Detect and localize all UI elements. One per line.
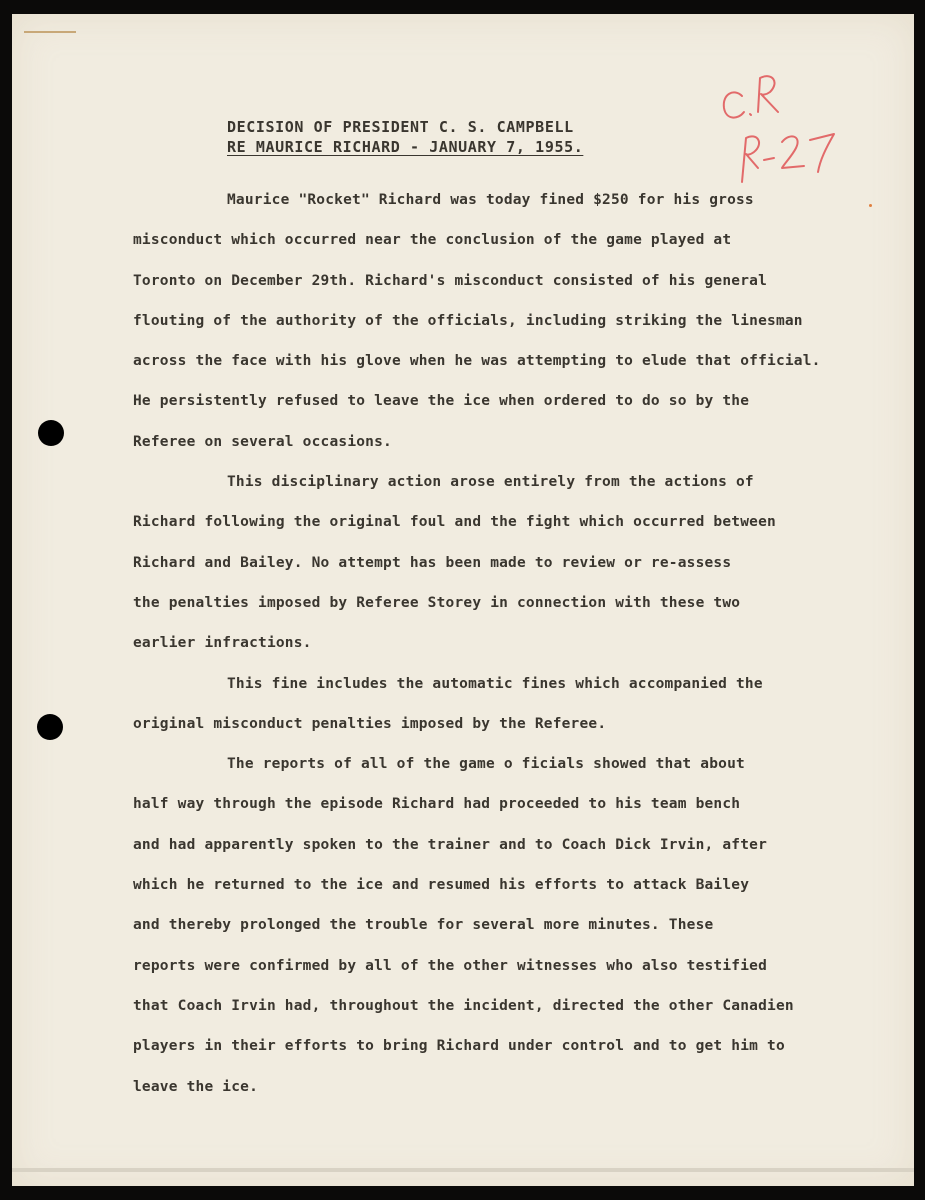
punch-hole-top bbox=[38, 420, 64, 446]
text-line: The reports of all of the game o ficials showed that about bbox=[227, 756, 745, 773]
text-line: This fine includes the automatic fines which accompanied the bbox=[227, 675, 763, 692]
document-body bbox=[133, 180, 833, 1107]
paragraph-1 bbox=[133, 180, 833, 462]
text-line: the penalties imposed by Referee Storey in connection with these two bbox=[133, 594, 741, 611]
text-line: half way through the episode Richard had proceeded to his team bench bbox=[133, 796, 741, 813]
text-line: Toronto on December 29th. Richard's misconduct consisted of his general bbox=[133, 272, 768, 289]
text-line: Referee on several occasions. bbox=[133, 433, 392, 450]
paragraph-2 bbox=[133, 462, 833, 663]
text-line: players in their efforts to bring Richard under control and to get him to bbox=[133, 1038, 785, 1055]
staple-mark bbox=[24, 31, 76, 33]
text-line: and thereby prolonged the trouble for several more minutes. These bbox=[133, 917, 714, 934]
text-line: which he returned to the ice and resumed his efforts to attack Bailey bbox=[133, 877, 750, 894]
text-line: leave the ice. bbox=[133, 1078, 259, 1095]
text-line: This disciplinary action arose entirely from the actions of bbox=[227, 474, 754, 491]
punch-hole-bottom bbox=[37, 714, 63, 740]
text-line: earlier infractions. bbox=[133, 635, 312, 652]
text-line: reports were confirmed by all of the other witnesses who also testified bbox=[133, 957, 768, 974]
paragraph-4 bbox=[133, 744, 833, 1107]
ink-speck bbox=[869, 204, 872, 207]
text-line: flouting of the authority of the officials, including striking the linesman bbox=[133, 312, 803, 329]
text-line: Richard following the original foul and the fight which occurred between bbox=[133, 514, 776, 531]
page-bottom-edge bbox=[12, 1168, 914, 1172]
document-subtitle: RE MAURICE RICHARD - JANUARY 7, 1955. bbox=[227, 138, 584, 156]
text-line: original misconduct penalties imposed by the Referee. bbox=[133, 715, 607, 732]
text-line: misconduct which occurred near the conclusion of the game played at bbox=[133, 232, 732, 249]
text-line: Maurice "Rocket" Richard was today fined $250 for his gross bbox=[227, 192, 754, 208]
text-line: across the face with his glove when he was attempting to elude that official. bbox=[133, 353, 821, 370]
paragraph-3 bbox=[133, 664, 833, 745]
document-title: DECISION OF PRESIDENT C. S. CAMPBELL bbox=[227, 118, 574, 136]
text-line: that Coach Irvin had, throughout the incident, directed the other Canadien bbox=[133, 997, 794, 1014]
text-line: Richard and Bailey. No attempt has been made to review or re-assess bbox=[133, 554, 732, 571]
text-line: and had apparently spoken to the trainer and to Coach Dick Irvin, after bbox=[133, 836, 768, 853]
text-line: He persistently refused to leave the ice when ordered to do so by the bbox=[133, 393, 750, 410]
